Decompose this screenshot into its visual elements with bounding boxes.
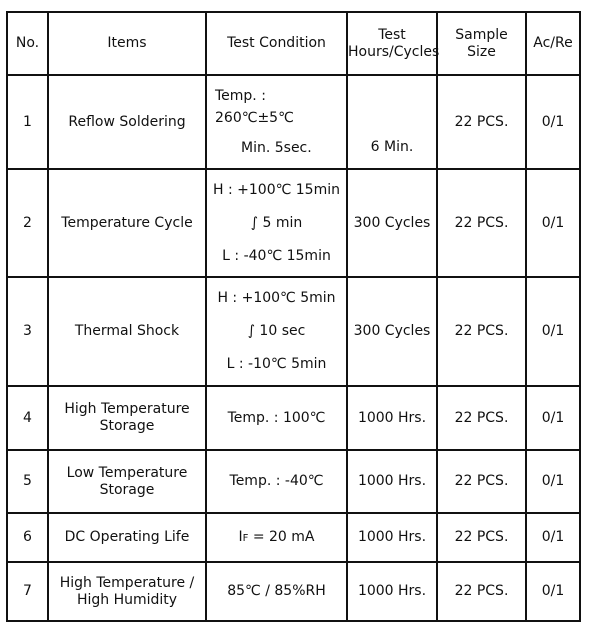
row-ac-re: 0/1 (526, 386, 580, 450)
table-row (7, 169, 580, 277)
row-number: 2 (7, 169, 48, 277)
header-sample-line1: Sample (455, 26, 508, 43)
row-ac-re: 0/1 (526, 450, 580, 513)
condition-line: 260℃±5℃ (215, 110, 294, 126)
row-test-condition (206, 169, 347, 277)
row-ac-re: 0/1 (526, 513, 580, 562)
table-row (7, 562, 580, 621)
condition-line: H : +100℃ 15min (213, 181, 340, 198)
header-test-hours (347, 12, 440, 75)
condition-symbol: I (238, 528, 243, 545)
item-line: Storage (99, 481, 155, 498)
header-items: Items (48, 12, 206, 75)
table-row (7, 386, 580, 450)
row-ac-re: 0/1 (526, 169, 580, 277)
header-sample-size (437, 12, 526, 75)
row-item (48, 450, 206, 513)
header-sample-line2: Size (467, 43, 496, 60)
row-number: 4 (7, 386, 48, 450)
row-item: Reflow Soldering (48, 75, 206, 169)
table-row (7, 513, 580, 562)
row-number: 5 (7, 450, 48, 513)
row-sample-size: 22 PCS. (437, 513, 526, 562)
row-item (48, 562, 206, 621)
table-row (7, 277, 580, 386)
row-sample-size: 22 PCS. (437, 169, 526, 277)
condition-line: L : -40℃ 15min (222, 247, 331, 264)
row-item: DC Operating Life (48, 513, 206, 562)
row-hours: 1000 Hrs. (347, 513, 437, 562)
row-test-condition: Temp. : -40℃ (206, 450, 347, 513)
condition-line: ∫ 5 min (250, 214, 303, 231)
row-test-condition (206, 75, 347, 169)
reliability-test-table (6, 11, 581, 622)
row-sample-size: 22 PCS. (437, 386, 526, 450)
row-test-condition: Temp. : 100℃ (206, 386, 347, 450)
header-test-hours-line1: Test (378, 26, 406, 43)
row-ac-re: 0/1 (526, 562, 580, 621)
condition-line: ∫ 10 sec (247, 323, 306, 339)
condition-line: H : +100℃ 5min (217, 290, 336, 306)
row-hours: 1000 Hrs. (347, 386, 437, 450)
row-hours: 1000 Hrs. (347, 450, 437, 513)
row-number: 6 (7, 513, 48, 562)
row-number: 3 (7, 277, 48, 386)
row-hours: 300 Cycles (347, 277, 437, 386)
row-number: 1 (7, 75, 48, 169)
header-test-hours-line2: Hours/Cycles (348, 43, 440, 60)
item-line: High Temperature / (59, 574, 195, 591)
condition-subscript: F (242, 532, 249, 544)
row-ac-re: 0/1 (526, 277, 580, 386)
item-line: High Temperature (64, 401, 190, 417)
header-test-condition: Test Condition (206, 12, 347, 75)
table-row (7, 75, 580, 169)
condition-line: Temp. : (215, 88, 266, 104)
row-sample-size: 22 PCS. (437, 562, 526, 621)
row-hours: 300 Cycles (347, 169, 437, 277)
row-hours: 1000 Hrs. (347, 562, 437, 621)
item-line: High Humidity (76, 591, 178, 608)
condition-value: = 20 mA (248, 528, 315, 545)
row-hours: 6 Min. (347, 75, 437, 169)
row-item (48, 386, 206, 450)
row-sample-size: 22 PCS. (437, 277, 526, 386)
header-no: No. (7, 12, 48, 75)
item-line: Low Temperature (66, 464, 188, 481)
header-row (7, 12, 580, 75)
row-sample-size: 22 PCS. (437, 75, 526, 169)
header-ac-re: Ac/Re (526, 12, 580, 75)
row-test-condition: 85℃ / 85%RH (206, 562, 347, 621)
row-number: 7 (7, 562, 48, 621)
table-row (7, 450, 580, 513)
row-item: Thermal Shock (48, 277, 206, 386)
condition-line: L : -10℃ 5min (226, 356, 327, 372)
row-test-condition (206, 513, 347, 562)
condition-line: Min. 5sec. (241, 140, 312, 156)
row-item: Temperature Cycle (48, 169, 206, 277)
item-line: Storage (99, 418, 155, 434)
row-ac-re: 0/1 (526, 75, 580, 169)
row-test-condition (206, 277, 347, 386)
row-sample-size: 22 PCS. (437, 450, 526, 513)
